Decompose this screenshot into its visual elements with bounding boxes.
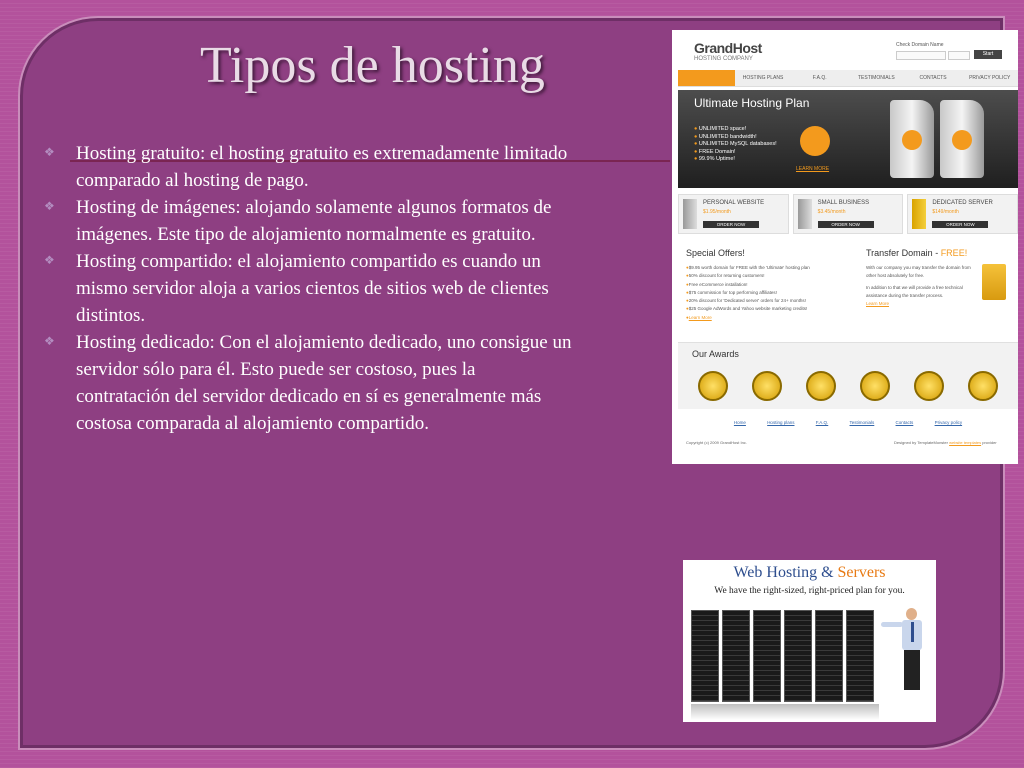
order-button: ORDER NOW (932, 221, 988, 228)
tld-select (948, 51, 970, 60)
grandhost-logo: GrandHost (694, 40, 762, 56)
special-offers-list (686, 264, 836, 322)
server-rack-icon (722, 610, 750, 702)
award-medal-icon (698, 371, 728, 401)
copyright: Copyright (c) 2009 GrandHost Inc. (686, 440, 747, 445)
slide-title: Tipos de hosting (200, 37, 545, 94)
figure-tie (911, 622, 914, 642)
server-racks (691, 610, 874, 702)
grandhost-screenshot (672, 30, 1018, 464)
server-rack-icon (691, 610, 719, 702)
transfer-paragraph: With our company you may transfer the domain from other host absolutely for free. (866, 265, 971, 278)
footer-links (678, 420, 1018, 425)
nav-item-privacy: PRIVACY POLICY (969, 75, 1011, 81)
bullet-text: Hosting gratuito: el hosting gratuito es extremadamente limitado comparado al hosting de pago. (76, 143, 568, 191)
special-offer: ● $9.95 worth domain for FREE with the 'Ultimate' hosting plan (686, 264, 836, 272)
grandhost-nav (678, 70, 1018, 87)
order-button: ORDER NOW (818, 221, 874, 228)
shopping-bag-icon (982, 264, 1006, 300)
figure-head (906, 608, 917, 620)
server-rack-icon (846, 610, 874, 702)
awards-title: Our Awards (692, 349, 739, 359)
ad-title-servers: Servers (837, 564, 886, 581)
bullet-list (44, 140, 574, 437)
hero-feature: ● UNLIMITED MySQL databases! (694, 141, 777, 149)
transfer-free-text: FREE! (940, 248, 968, 258)
bullet-text: Hosting compartido: el alojamiento compartido es cuando un mismo servidor aloja a varios cientos de sitios web de clientes distintos. (76, 251, 549, 326)
learn-more-link: LEARN MORE (796, 166, 830, 172)
businessman-figure (897, 608, 927, 692)
footer-link: Privacy policy (934, 420, 963, 425)
award-medal-icon (914, 371, 944, 401)
designed-by-tail: provider (982, 440, 997, 445)
transfer-title-text: Transfer Domain - (866, 248, 941, 258)
plan-name: PERSONAL WEBSITE (703, 200, 765, 206)
nav-item-testimonials: TESTIMONIALS (858, 75, 895, 81)
server-icon (798, 199, 812, 229)
nav-item-contacts: CONTACTS (919, 75, 947, 81)
server-image (890, 100, 934, 178)
footer-link: Hosting plans (767, 420, 795, 425)
start-button: Start (974, 50, 1002, 59)
special-offer: ● $25 Google AdWords and Yahoo website marketing credits! (686, 305, 836, 313)
awards-section (678, 342, 1018, 409)
domain-input (896, 51, 946, 60)
footer-link: Contacts (895, 420, 914, 425)
ad-title (683, 564, 936, 582)
special-offer: ● Free eCommerce installation! (686, 281, 836, 289)
plan-price: $149/month (932, 209, 959, 215)
hero-banner (678, 90, 1018, 188)
footer-link: F.A.Q. (815, 420, 829, 425)
ad-title-main: Web Hosting & (733, 564, 838, 581)
bullet-item (44, 194, 574, 248)
award-medal-icon (806, 371, 836, 401)
bullet-item (44, 329, 574, 437)
bullet-diamond-icon: ❖ (44, 334, 55, 348)
grandhost-subtitle: HOSTING COMPANY (694, 56, 753, 62)
bullet-text: Hosting de imágenes: alojando solamente algunos formatos de imágenes. Este tipo de alojamiento normalmente es gratuito. (76, 197, 552, 245)
nav-item-faq: F.A.Q. (812, 75, 827, 81)
plan-name: DEDICATED SERVER (932, 200, 993, 206)
hero-feature: ● UNLIMITED bandwidth! (694, 134, 777, 142)
special-offer: ● $75 commission for top performing affiliates! (686, 289, 836, 297)
plan-boxes (678, 194, 1018, 234)
designed-by (894, 440, 997, 445)
special-offer: ● 20% discount for 'Dedicated server' orders for 24+ months! (686, 297, 836, 305)
bullet-diamond-icon: ❖ (44, 199, 55, 213)
web-hosting-ad (683, 560, 936, 722)
check-domain-label: Check Domain Name (896, 42, 944, 48)
server-image (940, 100, 984, 178)
awards-row (686, 371, 1010, 401)
bullet-diamond-icon: ❖ (44, 145, 55, 159)
server-rack-icon (815, 610, 843, 702)
figure-arm (881, 622, 903, 627)
hero-feature: ● 99.9% Uptime! (694, 156, 777, 164)
transfer-text (866, 264, 978, 308)
plan-box (793, 194, 904, 234)
special-offers-title: Special Offers! (686, 248, 745, 258)
plan-box (907, 194, 1018, 234)
hero-feature: ● FREE Domain! (694, 149, 777, 157)
hero-title: Ultimate Hosting Plan (694, 96, 810, 110)
learn-more-item (686, 314, 836, 322)
order-button: ORDER NOW (703, 221, 759, 228)
rack-reflection (691, 704, 879, 720)
server-rack-icon (753, 610, 781, 702)
hero-features (694, 126, 777, 164)
server-icon (683, 199, 697, 229)
bullet-item (44, 140, 574, 194)
plan-price: $3.45/month (817, 209, 846, 215)
bullet-diamond-icon: ❖ (44, 253, 55, 267)
plan-name: SMALL BUSINESS (817, 200, 870, 206)
server-icon (912, 199, 926, 229)
transfer-title (866, 248, 967, 258)
special-offer: ● 50% discount for returning customers! (686, 272, 836, 280)
award-medal-icon (752, 371, 782, 401)
plan-price: $1.95/month (703, 209, 731, 215)
hero-feature: ● UNLIMITED space! (694, 126, 777, 134)
footer-link: Testimonials (849, 420, 875, 425)
learn-more-link: Learn More (688, 314, 712, 320)
plan-box (678, 194, 789, 234)
bullet-item (44, 248, 574, 329)
designed-by-link: website templates (949, 440, 982, 445)
designed-by-text: Designed by TemplateMonster (894, 440, 948, 445)
learn-more-link: Learn More (866, 301, 890, 306)
footer-link: Home (733, 420, 746, 425)
transfer-paragraph: In addition to that we will provide a free technical assistance during the transfer process. (866, 285, 963, 298)
award-medal-icon (968, 371, 998, 401)
figure-legs (904, 650, 920, 690)
bullet-text: Hosting dedicado: Con el alojamiento dedicado, uno consigue un servidor sólo para él. Esto puede ser costoso, pues la contratación del servidor dedicado en sí es generalmente más costosa comparada al alojamiento compartido. (76, 332, 572, 434)
ad-tagline: We have the right-sized, right-priced plan for you. (714, 586, 905, 596)
server-rack-icon (784, 610, 812, 702)
price-burst (800, 126, 830, 156)
nav-item-home (678, 70, 735, 86)
award-medal-icon (860, 371, 890, 401)
nav-item-hosting-plans: HOSTING PLANS (742, 75, 784, 81)
